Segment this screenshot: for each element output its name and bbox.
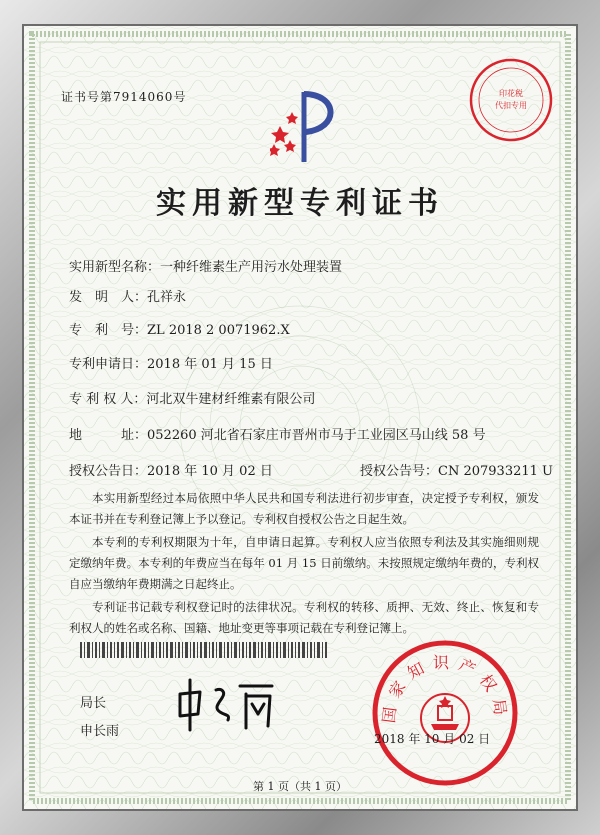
page-number: 第 1 页（共 1 页） [253,780,347,793]
field-value: 一种纤维素生产用污水处理装置 [160,260,343,275]
certificate-title: 实用新型专利证书 [156,186,444,221]
field-value: 孔祥永 [147,290,187,305]
national-ip-seal [370,638,520,788]
director-title: 局长 [80,696,107,711]
field-value: 河北双牛建材纤维素有限公司 [146,392,316,407]
patentee-row [69,388,315,407]
director-name: 申长雨 [80,724,120,739]
director-signature [170,674,280,734]
field-value: ZL 2018 2 0071962.X [147,323,290,338]
field-label: 专利申请日： [69,357,148,372]
issue-date: 2018 年 10 月 02 日 [374,732,491,746]
inventor-row [69,286,186,305]
sipo-logo-icon [270,86,340,166]
patent-no-row [69,319,290,338]
field-label: 专 利 权 人： [69,392,147,407]
field-label: 授权公告日： [69,464,148,479]
certificate-content [24,26,576,809]
certificate-sheet [22,24,578,811]
field-label: 地 址： [69,428,148,443]
filing-date-row [69,353,273,372]
grant-date-row [69,460,273,479]
barcode-icon [80,642,330,658]
certificate-number: 证书号第7914060号 [61,90,187,104]
svg-text:国家知识产权局: 国家知识产权局 [379,653,511,725]
paragraph-1: 本实用新型经过本局依照中华人民共和国专利法进行初步审查，决定授予专利权，颁发本证书并在专利登记簿上予以登记。专利权自授权公告之日起生效。 [69,491,539,526]
paragraph-2: 本专利的专利权期限为十年，自申请日起算。专利权人应当依照专利法及其实施细则规定缴纳年费。本专利的年费应当在每年 01 月 15 日前缴纳。未按照规定缴纳年费的，专利权自应当缴纳年费期满之日起终止。 [69,535,539,591]
paragraph-3: 专利证书记载专利权登记时的法律状况。专利权的转移、质押、无效、终止、恢复和专利权人的姓名或名称、国籍、地址变更等事项记载在专利登记簿上。 [69,600,539,635]
field-value: 052260 河北省石家庄市晋州市马于工业园区马山线 58 号 [147,428,486,443]
address-row [69,424,486,443]
field-label: 专 利 号： [69,323,148,338]
field-value: 2018 年 10 月 02 日 [147,464,273,479]
top-right-stamp [467,56,555,144]
field-label: 授权公告号： [360,464,439,479]
field-value: CN 207933211 U [438,464,553,479]
field-label: 发 明 人： [69,290,148,305]
field-value: 2018 年 01 月 15 日 [147,357,273,372]
utility-model-name-row [69,256,342,275]
grant-no-row [360,460,553,479]
svg-text:印花税: 印花税 [499,89,523,98]
svg-text:代扣专用: 代扣专用 [495,101,527,110]
field-label: 实用新型名称： [69,260,161,275]
